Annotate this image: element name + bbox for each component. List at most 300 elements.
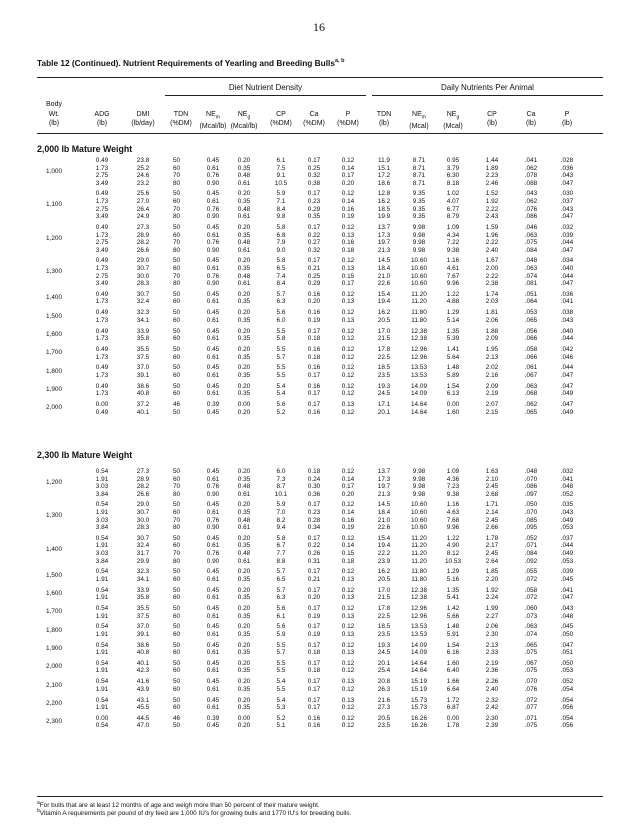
col-header-nem_d	[403, 100, 435, 132]
cell-ca: 0.22	[307, 542, 321, 550]
cell-p_d: .035	[560, 501, 574, 509]
cell-p_d: .044	[560, 542, 574, 550]
cell-dmi: 39.1	[136, 371, 150, 379]
cell-dmi: 23.8	[136, 157, 150, 164]
cell-tdn: 50	[173, 501, 181, 509]
cell-adg: 0.54	[95, 641, 109, 649]
cell-nem_d: 13.53	[411, 623, 427, 631]
cell-ca_d: .095	[524, 524, 538, 532]
cell-tdn: 60	[173, 198, 181, 206]
col-header-label	[552, 110, 582, 120]
cell-p: 0.12	[341, 534, 355, 542]
cell-adg: 3.84	[95, 490, 109, 498]
cell-nem_d: 8.71	[412, 172, 426, 180]
cell-tdn_d: 17.3	[377, 231, 391, 239]
cell-ca: 0.17	[307, 641, 321, 649]
cell-tdn_d: 18.4	[377, 265, 391, 272]
cell-ca: 0.34	[307, 524, 321, 532]
footnote-a-text: For bulls that are at least 12 months of age and weigh more than 50 percent of their mature weight.	[39, 802, 320, 810]
cell-p_d: .047	[560, 280, 574, 288]
cell-nem_d: 14.09	[411, 390, 427, 398]
cell-nem: 0.90	[206, 280, 220, 288]
cell-p: 0.12	[341, 501, 355, 509]
cell-nem: 0.61	[206, 390, 220, 398]
cell-ca: 0.17	[307, 704, 321, 712]
cell-p_d: .038	[560, 309, 574, 317]
col-header-label-text: NE	[237, 110, 248, 118]
cell-nem_d: 9.98	[412, 483, 426, 491]
cell-tdn_d: 11.9	[378, 157, 390, 164]
cell-neg: 0.61	[237, 213, 251, 221]
body-weight-label: 1,700	[46, 608, 62, 616]
cell-adg: 0.54	[95, 468, 109, 475]
cell-ca_d: .097	[524, 490, 538, 498]
cell-nem_d: 9.98	[412, 246, 426, 254]
cell-ca_d: .088	[524, 179, 538, 187]
cell-cp: 5.6	[276, 400, 286, 408]
cell-cp: 5.4	[276, 390, 286, 398]
section-title: 2,000 lb Mature Weight	[37, 144, 133, 154]
cell-neg_d: 5.14	[446, 316, 460, 324]
cell-p_d: .043	[560, 316, 574, 324]
cell-p: 0.14	[341, 509, 355, 516]
cell-ca: 0.31	[307, 557, 321, 565]
cell-p_d: .041	[560, 586, 574, 594]
cell-adg: 3.49	[95, 246, 109, 254]
col-header-label-text: Ca	[309, 110, 319, 118]
cell-neg_d: 1.29	[446, 568, 460, 576]
cell-neg_d: 1.72	[446, 696, 460, 704]
cell-adg: 0.49	[95, 290, 109, 298]
cell-nem: 0.45	[206, 257, 220, 265]
cell-ca_d: .062	[524, 400, 538, 408]
daily-group-header: Daily Nutrients Per Animal	[441, 83, 534, 92]
cell-p_d: .041	[560, 298, 574, 306]
cell-p: 0.13	[341, 231, 355, 239]
cell-p: 0.20	[341, 179, 355, 187]
cell-neg_d: 1.60	[446, 659, 460, 667]
cell-dmi: 24.9	[136, 213, 150, 221]
cell-adg: 0.54	[95, 568, 109, 576]
cell-neg: 0.20	[237, 408, 251, 416]
cell-ca_d: .058	[524, 586, 538, 594]
cell-tdn_d: 20.5	[377, 316, 391, 324]
cell-neg_d: 6.40	[446, 667, 460, 675]
cell-tdn: 50	[173, 641, 181, 649]
cell-ca: 0.28	[307, 516, 321, 524]
cell-nem: 0.61	[206, 575, 220, 583]
cell-adg: 1.73	[95, 316, 109, 324]
cell-p_d: .036	[560, 164, 574, 172]
cell-nem: 0.45	[206, 586, 220, 594]
cell-neg: 0.20	[237, 534, 251, 542]
cell-tdn: 50	[173, 223, 181, 231]
cell-adg: 1.73	[95, 265, 109, 272]
cell-dmi: 40.8	[136, 649, 150, 657]
cell-tdn_d: 16.2	[377, 198, 391, 206]
cell-adg: 0.49	[95, 223, 109, 231]
cell-p: 0.13	[341, 400, 355, 408]
cell-dmi: 30.7	[136, 534, 150, 542]
body-weight-label: 1,400	[46, 294, 62, 302]
col-header-spacer	[333, 100, 363, 110]
cell-nem: 0.61	[206, 509, 220, 516]
cell-ca: 0.17	[307, 604, 321, 612]
cell-neg_d: 1.48	[446, 623, 460, 631]
cell-cp: 6.3	[276, 298, 286, 306]
cell-tdn_d: 24.5	[377, 649, 391, 657]
col-header-unit: (Mcal)	[443, 123, 463, 131]
table-bottom-rule	[37, 796, 603, 797]
cell-adg: 1.91	[95, 509, 109, 516]
cell-dmi: 43.9	[136, 685, 150, 693]
col-header-cp	[266, 100, 296, 129]
cell-neg_d: 0.00	[446, 400, 460, 408]
cell-cp: 9.8	[276, 213, 286, 221]
cell-neg: 0.20	[237, 604, 251, 612]
cell-ca: 0.17	[307, 696, 321, 704]
cell-p_d: .049	[560, 408, 574, 416]
body-weight-label: 1,300	[46, 512, 62, 520]
cell-neg: 0.35	[237, 542, 251, 550]
cell-ca_d: .071	[524, 714, 538, 722]
cell-p_d: .037	[560, 198, 574, 206]
cell-adg: 1.73	[95, 298, 109, 306]
cell-nem_d: 11.20	[411, 534, 427, 542]
cell-neg_d: 1.09	[446, 223, 460, 231]
cell-nem_d: 13.53	[411, 371, 427, 379]
cell-tdn: 60	[173, 371, 181, 379]
cell-tdn: 46	[173, 714, 181, 722]
cell-adg: 1.73	[95, 335, 109, 343]
cell-p_d: .051	[560, 649, 574, 657]
col-header-neg_d	[437, 100, 469, 132]
cell-nem_d: 9.98	[412, 475, 426, 483]
cell-tdn_d: 17.1	[377, 400, 391, 408]
cell-p_d: .050	[560, 630, 574, 638]
col-header-spacer	[477, 100, 507, 110]
body-weight-label: 1,200	[46, 234, 62, 242]
body-weight-label: 2,000	[46, 663, 62, 671]
col-header-label-text: Ca	[526, 110, 536, 118]
cell-neg: 0.20	[237, 223, 251, 231]
cell-adg: 3.49	[95, 213, 109, 221]
cell-cp: 7.0	[276, 509, 286, 516]
cell-nem_d: 8.71	[412, 164, 426, 172]
cell-nem: 0.76	[206, 272, 220, 280]
cell-tdn_d: 17.0	[377, 327, 391, 335]
cell-neg_d: 1.54	[446, 382, 460, 390]
cell-p: 0.13	[341, 696, 355, 704]
cell-p: 0.13	[341, 316, 355, 324]
cell-cp_d: 2.22	[485, 239, 499, 247]
cell-ca_d: .072	[524, 594, 538, 602]
cell-adg: 2.75	[95, 172, 109, 180]
cell-nem: 0.45	[206, 722, 220, 730]
cell-tdn: 70	[173, 483, 181, 491]
cell-cp: 9.4	[276, 524, 286, 532]
cell-p_d: .046	[560, 353, 574, 361]
cell-cp_d: 2.22	[485, 205, 499, 213]
cell-ca: 0.17	[307, 678, 321, 686]
cell-adg: 1.91	[95, 594, 109, 602]
cell-tdn: 60	[173, 164, 181, 172]
body-weight-label: 2,200	[46, 699, 62, 707]
cell-adg: 0.49	[95, 382, 109, 390]
col-header-nem	[197, 100, 229, 132]
cell-p: 0.16	[341, 205, 355, 213]
col-header-tdn_d	[369, 100, 399, 129]
cell-nem_d: 9.98	[412, 223, 426, 231]
cell-nem_d: 15.73	[411, 704, 427, 712]
cell-p_d: .050	[560, 659, 574, 667]
cell-ca_d: .081	[524, 280, 538, 288]
cell-neg_d: 9.38	[446, 246, 460, 254]
cell-ca_d: .051	[524, 290, 538, 298]
table-title-text: Table 12 (Continued). Nutrient Requirements of Yearling and Breeding Bulls	[37, 58, 335, 68]
cell-p: 0.12	[341, 157, 355, 164]
cell-tdn_d: 15.1	[377, 164, 391, 172]
cell-nem_d: 14.09	[411, 382, 427, 390]
cell-dmi: 34.1	[136, 316, 150, 324]
cell-adg: 3.84	[95, 557, 109, 565]
cell-neg_d: 10.53	[445, 557, 461, 565]
cell-cp_d: 1.67	[485, 257, 499, 265]
cell-adg: 3.03	[95, 550, 109, 557]
cell-p: 0.13	[341, 575, 355, 583]
cell-tdn_d: 21.6	[377, 696, 391, 704]
cell-neg_d: 8.18	[446, 179, 460, 187]
cell-tdn: 50	[173, 157, 181, 164]
cell-tdn_d: 24.5	[377, 390, 391, 398]
cell-p: 0.14	[341, 164, 355, 172]
col-header-label-text: DMI	[136, 110, 150, 118]
cell-ca: 0.25	[307, 272, 321, 280]
cell-dmi: 32.4	[136, 298, 150, 306]
cell-dmi: 30.7	[136, 290, 150, 298]
cell-adg: 2.75	[95, 205, 109, 213]
cell-nem_d: 14.64	[411, 659, 427, 667]
cell-cp_d: 1.92	[485, 586, 499, 594]
cell-dmi: 42.3	[136, 667, 150, 675]
cell-p: 0.14	[341, 198, 355, 206]
cell-p_d: .047	[560, 400, 574, 408]
cell-nem_d: 9.35	[412, 205, 426, 213]
cell-cp: 5.7	[276, 649, 286, 657]
cell-nem: 0.61	[206, 265, 220, 272]
cell-tdn_d: 20.5	[377, 575, 391, 583]
cell-p_d: .032	[560, 223, 574, 231]
cell-nem_d: 16.26	[411, 722, 427, 730]
cell-cp: 5.8	[276, 534, 286, 542]
cell-neg_d: 4.63	[446, 509, 460, 516]
cell-dmi: 24.6	[136, 172, 150, 180]
cell-tdn_d: 21.0	[377, 516, 391, 524]
cell-nem_d: 8.71	[412, 179, 426, 187]
col-header-label	[166, 110, 196, 120]
body-weight-label: 2,100	[46, 681, 62, 689]
cell-nem: 0.45	[206, 468, 220, 475]
cell-nem: 0.45	[206, 364, 220, 372]
col-header-label-text: P	[345, 110, 351, 118]
cell-ca_d: .065	[524, 641, 538, 649]
cell-cp: 10.5	[274, 179, 288, 187]
cell-cp_d: 1.78	[485, 534, 499, 542]
cell-nem_d: 10.60	[411, 524, 427, 532]
cell-neg: 0.35	[237, 509, 251, 516]
cell-nem: 0.90	[206, 213, 220, 221]
cell-dmi: 29.9	[136, 557, 150, 565]
cell-adg: 0.49	[95, 157, 109, 164]
cell-adg: 3.49	[95, 280, 109, 288]
cell-ca: 0.36	[307, 490, 321, 498]
cell-tdn: 50	[173, 257, 181, 265]
col-header-spacer	[403, 100, 435, 110]
cell-tdn: 60	[173, 594, 181, 602]
cell-nem: 0.45	[206, 501, 220, 509]
cell-nem: 0.45	[206, 641, 220, 649]
cell-cp_d: 2.39	[485, 722, 499, 730]
cell-adg: 1.73	[95, 353, 109, 361]
cell-ca_d: .078	[524, 172, 538, 180]
cell-dmi: 34.1	[136, 575, 150, 583]
cell-tdn_d: 14.5	[377, 257, 391, 265]
cell-ca: 0.17	[307, 534, 321, 542]
cell-tdn: 50	[173, 534, 181, 542]
cell-p: 0.12	[341, 641, 355, 649]
cell-adg: 0.54	[95, 722, 109, 730]
cell-nem: 0.45	[206, 157, 220, 164]
cell-tdn_d: 22.6	[377, 524, 391, 532]
cell-cp: 6.0	[276, 468, 286, 475]
cell-p: 0.19	[341, 524, 355, 532]
cell-tdn: 50	[173, 678, 181, 686]
cell-cp_d: 2.13	[485, 353, 499, 361]
cell-cp: 10.1	[274, 490, 288, 498]
cell-cp_d: 2.03	[485, 298, 499, 306]
cell-cp: 5.5	[276, 371, 286, 379]
cell-tdn_d: 22.5	[377, 612, 391, 620]
cell-adg: 3.03	[95, 483, 109, 491]
cell-neg_d: 4.36	[446, 475, 460, 483]
cell-cp_d: 2.23	[485, 172, 499, 180]
col-header-p_d	[552, 100, 582, 129]
cell-neg: 0.20	[237, 568, 251, 576]
cell-p_d: .049	[560, 516, 574, 524]
cell-tdn_d: 17.8	[377, 604, 391, 612]
cell-adg: 0.49	[95, 345, 109, 353]
cell-dmi: 38.6	[136, 641, 150, 649]
cell-tdn: 60	[173, 685, 181, 693]
col-header-label	[333, 110, 363, 120]
cell-ca: 0.17	[307, 659, 321, 667]
col-header-label-text: CP	[487, 110, 497, 118]
cell-dmi: 43.1	[136, 696, 150, 704]
cell-neg_d: 5.16	[446, 575, 460, 583]
cell-nem: 0.45	[206, 190, 220, 198]
cell-dmi: 39.1	[136, 630, 150, 638]
cell-tdn: 60	[173, 509, 181, 516]
cell-cp_d: 2.24	[485, 594, 499, 602]
cell-ca: 0.29	[307, 280, 321, 288]
cell-nem: 0.76	[206, 516, 220, 524]
cell-cp: 5.8	[276, 335, 286, 343]
cell-p_d: .047	[560, 382, 574, 390]
cell-cp: 6.0	[276, 316, 286, 324]
body-weight-label: 1,800	[46, 626, 62, 634]
cell-cp_d: 1.99	[485, 604, 499, 612]
cell-tdn: 60	[173, 475, 181, 483]
cell-neg: 0.35	[237, 265, 251, 272]
cell-p_d: .048	[560, 612, 574, 620]
col-header-label-text: ADG	[94, 110, 110, 118]
cell-p_d: .053	[560, 667, 574, 675]
cell-neg: 0.35	[237, 704, 251, 712]
cell-nem_d: 11.20	[411, 290, 427, 298]
col-header-ca_d	[516, 100, 546, 129]
cell-dmi: 38.6	[136, 382, 150, 390]
cell-cp_d: 2.40	[485, 246, 499, 254]
cell-neg: 0.48	[237, 550, 251, 557]
cell-dmi: 32.3	[136, 568, 150, 576]
cell-adg: 3.03	[95, 516, 109, 524]
cell-adg: 0.00	[95, 714, 109, 722]
cell-cp_d: 1.74	[485, 290, 499, 298]
col-header-body-weight	[36, 100, 72, 129]
cell-cp: 5.6	[276, 309, 286, 317]
col-header-label-text: NE	[206, 110, 216, 118]
cell-tdn: 80	[173, 490, 181, 498]
cell-nem_d: 10.60	[411, 265, 427, 272]
cell-p_d: .047	[560, 179, 574, 187]
cell-nem_d: 11.20	[411, 550, 427, 557]
cell-p: 0.13	[341, 678, 355, 686]
cell-cp_d: 2.43	[485, 213, 499, 221]
body-weight-label: 1,500	[46, 312, 62, 320]
cell-nem: 0.61	[206, 353, 220, 361]
cell-nem: 0.90	[206, 557, 220, 565]
cell-nem_d: 10.60	[411, 501, 427, 509]
cell-p_d: .047	[560, 594, 574, 602]
cell-tdn_d: 23.9	[377, 557, 391, 565]
cell-nem: 0.45	[206, 408, 220, 416]
cell-dmi: 26.6	[136, 490, 150, 498]
cell-nem: 0.76	[206, 550, 220, 557]
cell-cp: 5.1	[276, 722, 286, 730]
cell-tdn: 80	[173, 179, 181, 187]
cell-ca_d: .077	[524, 704, 538, 712]
cell-tdn: 50	[173, 568, 181, 576]
cell-cp_d: 2.00	[485, 265, 499, 272]
col-header-label-text: P	[564, 110, 570, 118]
cell-neg: 0.20	[237, 190, 251, 198]
cell-nem: 0.90	[206, 490, 220, 498]
cell-nem: 0.61	[206, 371, 220, 379]
cell-tdn: 60	[173, 316, 181, 324]
cell-tdn: 60	[173, 575, 181, 583]
cell-cp_d: 2.27	[485, 612, 499, 620]
cell-nem_d: 10.60	[411, 257, 427, 265]
cell-p_d: .043	[560, 205, 574, 213]
col-header-p	[333, 100, 363, 129]
cell-ca_d: .062	[524, 198, 538, 206]
cell-p: 0.12	[341, 190, 355, 198]
cell-cp_d: 1.44	[485, 157, 499, 164]
cell-p_d: .037	[560, 534, 574, 542]
cell-cp_d: 1.81	[485, 309, 499, 317]
table-top-rule	[37, 77, 603, 78]
cell-ca_d: .068	[524, 390, 538, 398]
